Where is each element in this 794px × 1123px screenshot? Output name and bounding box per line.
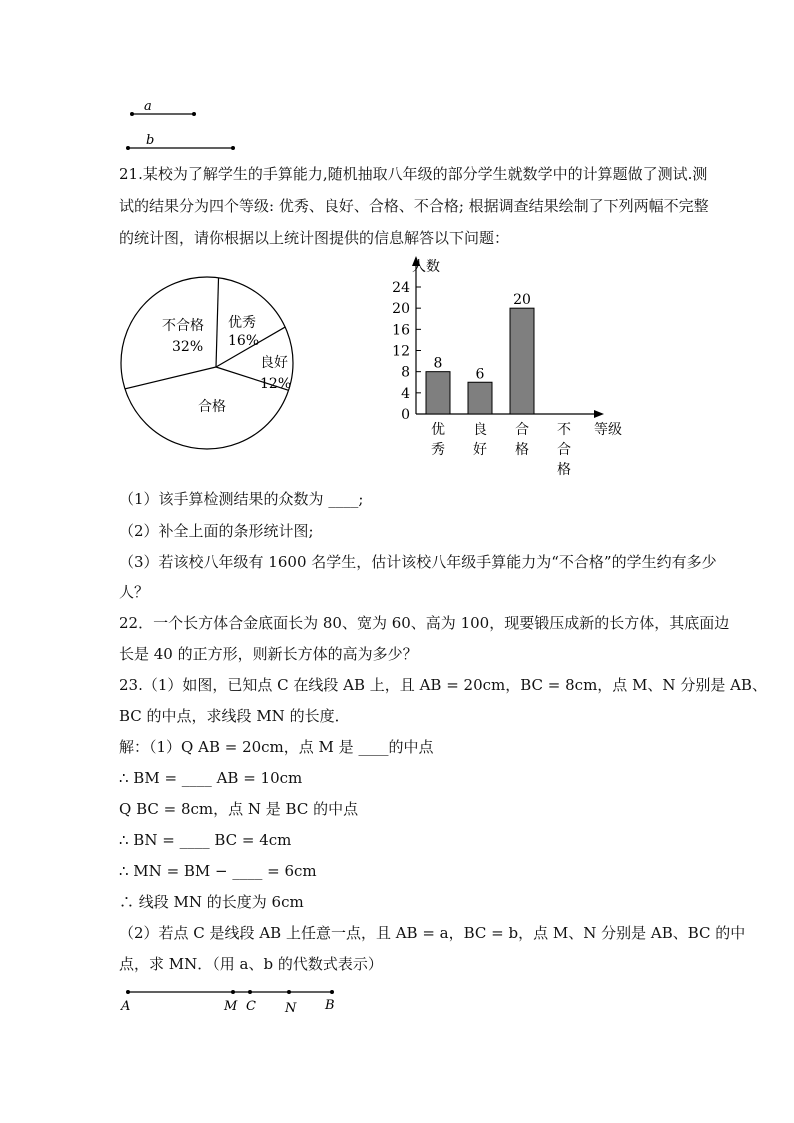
bar-chart-xlabel: 等级 [594,422,622,438]
point-b [330,990,334,994]
label-m: M [224,999,238,1014]
y-tick-label-0: 0 [401,407,410,423]
bar-1 [468,382,492,414]
pie-label-fail: 不合格 [162,318,204,334]
q23-part1-line-2: BC 的中点，求线段 MN 的长度． [119,707,350,725]
q23-solution-5: ∴ MN = BM − ____ = 6cm [119,862,317,880]
bar-value-label-0: 8 [433,355,443,372]
segment-b-end-right [231,146,235,150]
q23-solution-3: Q BC = 8cm，点 N 是 BC 的中点 [119,800,359,818]
segment-a-end-right [192,112,196,116]
label-n: N [285,1001,297,1016]
y-tick-label-20: 20 [392,301,410,318]
segment-b-end-left [126,146,130,150]
point-n [287,990,291,994]
label-c: C [246,999,256,1014]
point-a [126,990,130,994]
q21-sub-3b: 人？ [119,583,150,601]
q23-solution-2: ∴ BM = ____ AB = 10cm [119,769,303,787]
q23-part2-line-1: （2）若点 C 是线段 AB 上任意一点，且 AB = a，BC = b，点 M、N 分别是 AB、BC 的中 [119,924,746,942]
q23-solution-4: ∴ BN = ____ BC = 4cm [119,831,292,849]
bar-value-label-2: 20 [513,292,531,309]
q21-sub-2: （2）补全上面的条形统计图; [119,522,314,540]
x-tick-label-3: 不合格 [557,422,571,478]
y-tick-label-8: 8 [401,364,410,381]
q21-sub-3a: （3）若该校八年级有 1600 名学生，估计该校八年级手算能力为“不合格”的学生约有多少 [119,553,717,571]
segments-figure [118,96,248,154]
pie-label-good: 良好 [260,355,288,371]
bar-value-label-1: 6 [475,366,485,383]
segment-a-end-left [130,112,134,116]
segment-a-label: a [144,99,152,114]
q23-part2-line-2: 点，求 MN．（用 a、b 的代数式表示） [119,955,383,973]
q22-line-1: 22．一个长方体合金底面长为 80、宽为 60、高为 100，现要锻压成新的长方体，其底面边 [119,614,730,632]
x-axis-arrow [594,410,604,418]
q23-part1-line-1: 23.（1）如图，已知点 C 在线段 AB 上，且 AB = 20cm，BC = 8cm，点 M、N 分别是 AB、 [119,676,767,694]
x-tick-label-1: 良好 [473,422,487,458]
bar-0 [426,372,450,414]
bar-2 [510,308,534,414]
segment-figure [116,982,352,1018]
q23-solution-1: 解：（1）Q AB = 20cm，点 M 是 ____的中点 [119,738,434,756]
point-m [231,990,235,994]
pie-label-excellent: 优秀 [228,315,256,331]
y-tick-label-16: 16 [392,322,410,339]
segment-b-label: b [146,133,155,148]
q23-solution-6: ∴ 线段 MN 的长度为 6cm [119,893,304,911]
y-tick-label-12: 12 [392,343,410,360]
q21-line-1: 21.某校为了解学生的手算能力,随机抽取八年级的部分学生就数学中的计算题做了测试.测 [119,165,708,183]
label-b: B [325,998,335,1013]
pie-chart [118,275,303,460]
point-c [248,990,252,994]
bar-chart-ylabel: 人数 [412,259,440,275]
q21-line-2: 试的结果分为四个等级: 优秀、良好、合格、不合格; 根据调查结果绘制了下列两幅不完整 [119,197,709,215]
pie-label-pass: 合格 [198,399,226,415]
y-tick-label-24: 24 [392,280,410,296]
q22-line-2: 长是 40 的正方形，则新长方体的高为多少？ [119,645,418,663]
y-tick-label-4: 4 [401,385,410,402]
pie-pct-fail: 32% [172,339,204,355]
q21-line-3: 的统计图，请你根据以上统计图提供的信息解答以下问题： [119,229,510,247]
pie-pct-excellent: 16% [228,333,260,349]
pie-pct-good: 12% [260,376,292,392]
bar-chart [368,252,638,484]
label-a: A [121,999,131,1014]
q21-sub-1: （1）该手算检测结果的众数为 ____; [119,490,364,508]
x-tick-label-2: 合格 [515,422,529,458]
x-tick-label-0: 优秀 [431,422,445,458]
